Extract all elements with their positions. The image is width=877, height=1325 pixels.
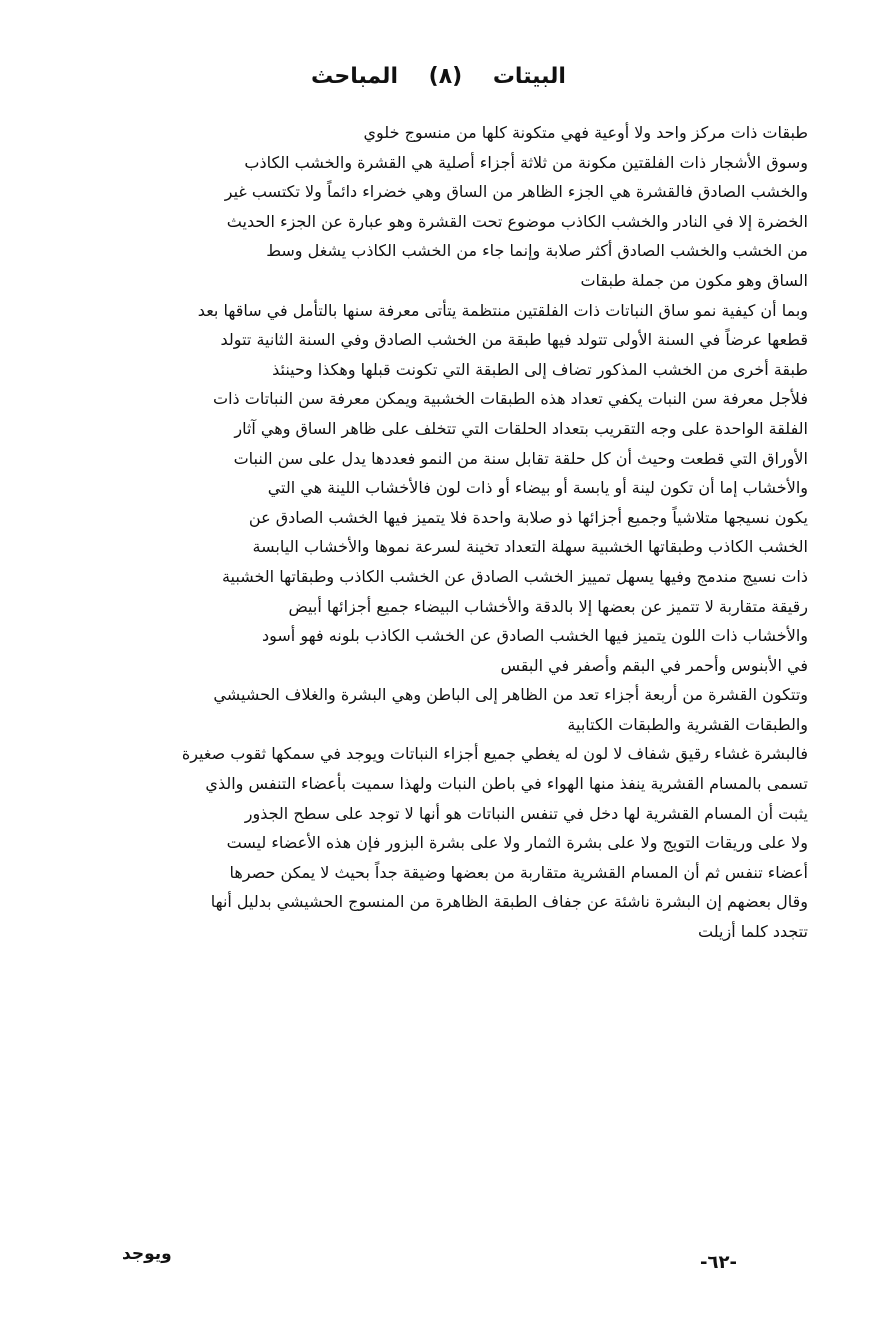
text-line: يثبت أن المسام القشرية لها دخل في تنفس النباتات هو أنها لا توجد على سطح الجذور [244, 803, 808, 823]
header-number: (٨) [428, 64, 463, 89]
text-line: وتتكون القشرة من أربعة أجزاء تعد من الظاهر إلى الباطن وهي البشرة والغلاف الحشيشي [213, 685, 808, 705]
page-header [0, 62, 877, 92]
header-title-right: البيتات [492, 64, 566, 89]
text-line: الأوراق التي قطعت وحيث أن كل حلقة تقابل سنة من النمو فعددها يدل على سن النبات [233, 448, 808, 468]
text-line: ولا على وريقات التويج ولا على بشرة الثمار ولا على بشرة البزور فإن هذه الأعضاء ليست [226, 833, 808, 853]
text-line: والطبقات القشرية والطبقات الكتابية [567, 714, 808, 734]
text-line: فلأجل معرفة سن النبات يكفي تعداد هذه الطبقات الخشبية ويمكن معرفة سن النباتات ذات [213, 389, 808, 409]
text-line: والخشب الصادق فالقشرة هي الجزء الظاهر من الساق وهي خضراء دائماً ولا تكتسب غير [224, 182, 808, 202]
text-line: أعضاء تنفس ثم أن المسام القشرية متقاربة من بعضها وضيقة جداً بحيث لا يمكن حصرها [229, 862, 808, 882]
text-line: ذات نسيج مندمج وفيها يسهل تمييز الخشب الصادق عن الخشب الكاذب وطبقاتها الخشبية [221, 566, 808, 586]
text-line: في الأبنوس وأحمر في البقم وأصفر في البقس [500, 655, 808, 675]
text-line: الساق وهو مكون من جملة طبقات [580, 270, 808, 290]
text-line: من الخشب والخشب الصادق أكثر صلابة وإنما جاء من الخشب الكاذب يشغل وسط [266, 241, 808, 261]
text-line: رقيقة متقاربة لا تتميز عن بعضها إلا بالدقة والأخشاب البيضاء جميع أجزائها أبيض [288, 596, 808, 616]
text-line: تسمى بالمسام القشرية ينفذ منها الهواء في باطن النبات ولهذا سميت بأعضاء التنفس والذي [205, 774, 808, 794]
text-line: الخضرة إلا في النادر والخشب الكاذب موضوع تحت القشرة وهو عبارة عن الجزء الحديث [226, 211, 808, 231]
text-line: وسوق الأشجار ذات الفلقتين مكونة من ثلاثة أجزاء أصلية هي القشرة والخشب الكاذب [244, 152, 808, 172]
text-line: والأخشاب ذات اللون يتميز فيها الخشب الصادق عن الخشب الكاذب بلونه فهو أسود [261, 626, 808, 646]
header-title-left: المباحث [311, 64, 398, 89]
text-line: تتجدد كلما أزيلت [698, 922, 808, 942]
text-line: فالبشرة غشاء رقيق شفاف لا لون له يغطي جميع أجزاء النباتات ويوجد في سمكها ثقوب صغيرة [181, 744, 808, 764]
text-line: قطعها عرضاً في السنة الأولى تتولد فيها طبقة من الخشب الصادق وفي السنة الثانية تتولد [220, 330, 808, 350]
catchword: ويوجد [122, 1244, 172, 1264]
text-line: طبقات ذات مركز واحد ولا أوعية فهي متكونة كلها من منسوج خلوي [363, 123, 808, 142]
text-line: وقال بعضهم إن البشرة ناشئة عن جفاف الطبقة الظاهرة من المنسوج الحشيشي بدليل أنها [210, 892, 808, 912]
body-text [118, 118, 808, 947]
text-line: طبقة أخرى من الخشب المذكور تضاف إلى الطبقة التي تكونت قبلها وهكذا وحينئذ [272, 359, 808, 379]
text-line: وبما أن كيفية نمو ساق النباتات ذات الفلقتين منتظمة يتأتى معرفة سنها بالتأمل في ساقها بعد [197, 300, 808, 320]
text-line: الخشب الكاذب وطبقاتها الخشبية سهلة التعداد تخينة لسرعة نموها والأخشاب اليابسة [252, 537, 808, 557]
text-line: الفلقة الواحدة على وجه التقريب بتعداد الحلقات التي تتخلف على ظاهر الساق وهي آثار [234, 418, 808, 438]
page-number: -٦٢- [700, 1252, 737, 1273]
text-line: يكون نسيجها متلاشياً وجميع أجزائها ذو صلابة واحدة فلا يتميز فيها الخشب الصادق عن [248, 507, 808, 527]
text-line: والأخشاب إما أن تكون لينة أو يابسة أو بيضاء أو ذات لون فالأخشاب اللينة هي التي [267, 478, 808, 498]
